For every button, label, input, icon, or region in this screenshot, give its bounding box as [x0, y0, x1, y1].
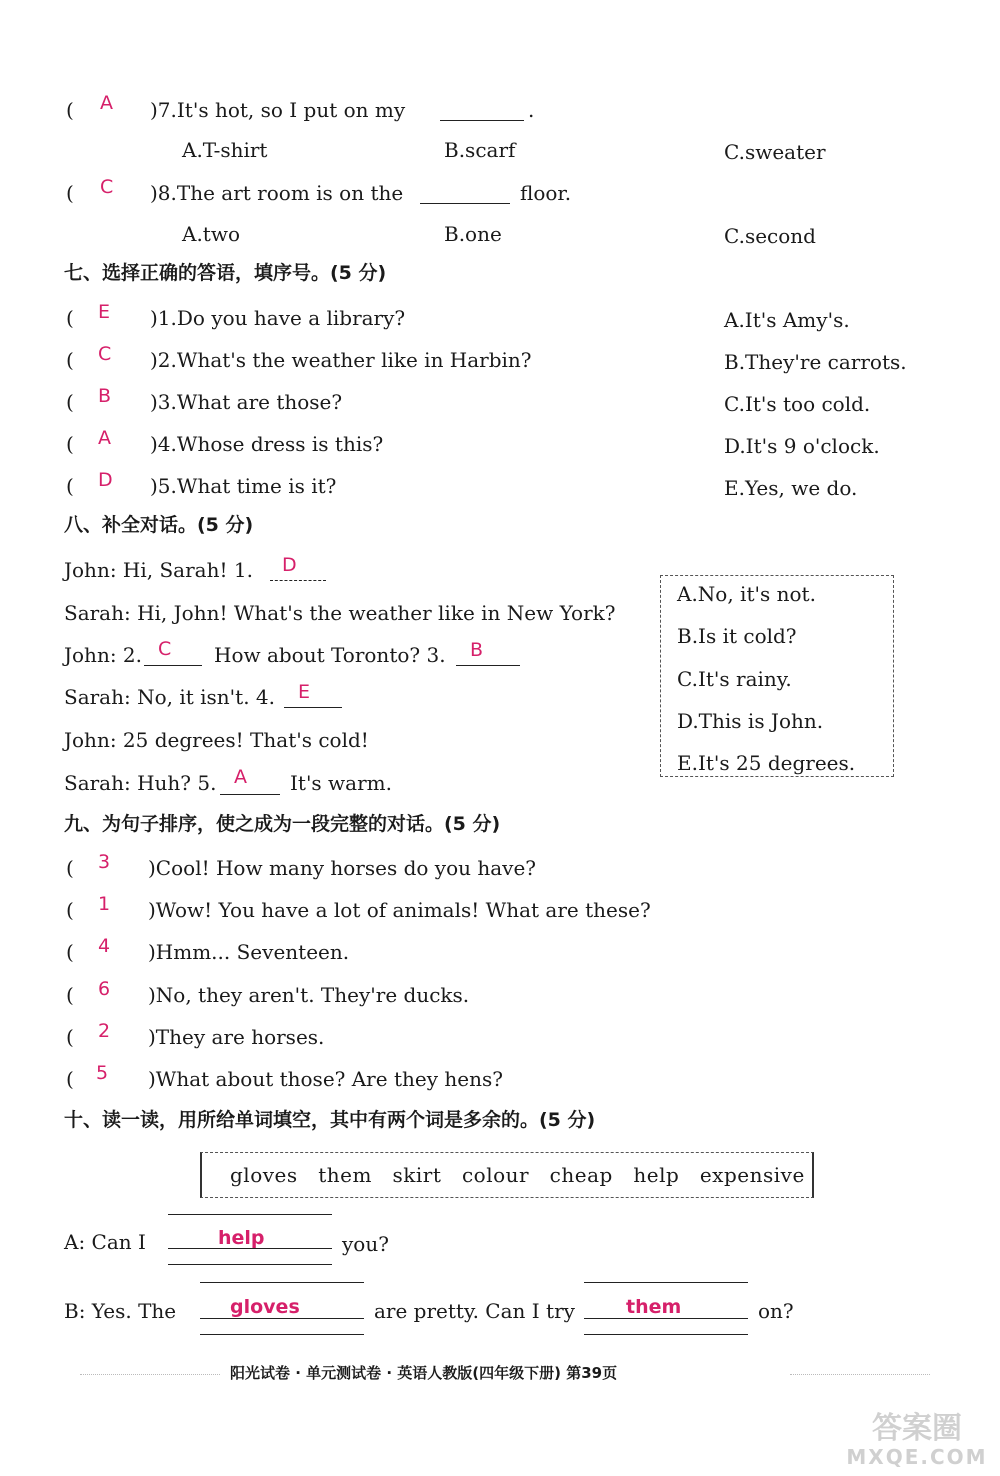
- paren: (: [66, 1067, 74, 1091]
- watermark-line2: MXQE.COM: [846, 1445, 988, 1468]
- answer-gloves[interactable]: gloves: [230, 1296, 300, 1318]
- dialog-line-3-mid: How about Toronto? 3.: [214, 643, 446, 667]
- answer-7[interactable]: A: [100, 92, 113, 114]
- s7-answer-4[interactable]: A: [98, 427, 111, 449]
- section-7-heading: 七、选择正确的答语，填序号。(5 分): [64, 262, 387, 284]
- s7-answer-3[interactable]: B: [98, 385, 112, 407]
- dialog-line-1: John: Hi, Sarah! 1.: [64, 558, 253, 582]
- s7-question-3: )3.What are those?: [150, 390, 343, 414]
- dialog-blank-2[interactable]: [144, 665, 202, 666]
- word-bank-words: gloves them skirt colour cheap help expensive: [230, 1163, 805, 1187]
- order-answer-4[interactable]: 6: [98, 978, 111, 1000]
- dialog-answer-3[interactable]: B: [470, 639, 484, 661]
- answer-8[interactable]: C: [100, 176, 114, 198]
- s7-answer-2[interactable]: C: [98, 343, 112, 365]
- watermark-logo: [842, 1404, 992, 1468]
- paren: (: [66, 432, 74, 456]
- order-answer-1[interactable]: 3: [98, 851, 111, 873]
- dialog-blank-5[interactable]: [220, 794, 280, 795]
- answer-them[interactable]: them: [626, 1296, 682, 1318]
- blank-a-lower-line: [168, 1264, 332, 1265]
- dialog-line-6-post: It's warm.: [290, 771, 392, 795]
- s7-question-5: )5.What time is it?: [150, 474, 337, 498]
- word-bank: [200, 1152, 814, 1198]
- blank-b2-upper-line: [584, 1282, 748, 1283]
- q8-option-c: C.second: [724, 224, 816, 248]
- s7-option-b: B.They're carrots.: [724, 350, 907, 374]
- answer-help[interactable]: help: [218, 1227, 265, 1249]
- blank-a-upper-line: [168, 1214, 332, 1215]
- order-answer-5[interactable]: 2: [98, 1020, 111, 1042]
- q7-option-a: A.T-shirt: [182, 138, 268, 162]
- dialog-option-c: C.It's rainy.: [677, 667, 792, 691]
- blank-8[interactable]: [420, 203, 510, 204]
- line-b-mid: are pretty. Can I try: [374, 1299, 575, 1323]
- blank-b1[interactable]: [200, 1318, 364, 1319]
- order-answer-3[interactable]: 4: [98, 935, 111, 957]
- section-9-heading: 九、为句子排序，使之成为一段完整的对话。(5 分): [64, 813, 501, 835]
- paren: (: [66, 856, 74, 880]
- paren: (: [66, 474, 74, 498]
- line-a-suffix: you?: [342, 1232, 389, 1256]
- line-b-prefix: B: Yes. The: [64, 1299, 177, 1323]
- s7-answer-5[interactable]: D: [98, 469, 113, 491]
- s7-question-2: )2.What's the weather like in Harbin?: [150, 348, 532, 372]
- q8-option-b: B.one: [444, 222, 502, 246]
- dialog-answer-5[interactable]: A: [234, 766, 247, 788]
- question-8-after: floor.: [520, 181, 572, 205]
- dialog-blank-3[interactable]: [456, 665, 520, 666]
- footer-left-rule: [80, 1374, 220, 1375]
- question-8: )8.The art room is on the: [150, 181, 404, 205]
- paren: (: [66, 181, 74, 205]
- dialog-line-4: Sarah: No, it isn't. 4.: [64, 685, 276, 709]
- dialog-line-5: John: 25 degrees! That's cold!: [64, 728, 369, 752]
- paren: (: [66, 348, 74, 372]
- blank-b2-lower-line: [584, 1334, 748, 1335]
- dialog-answer-2[interactable]: C: [158, 638, 172, 660]
- order-answer-6[interactable]: 5: [96, 1062, 109, 1084]
- dialog-line-3: John: 2.: [64, 643, 142, 667]
- line-b-suffix: on?: [758, 1299, 794, 1323]
- s7-option-e: E.Yes, we do.: [724, 476, 858, 500]
- s7-option-a: A.It's Amy's.: [724, 308, 850, 332]
- period: .: [528, 98, 535, 122]
- s7-option-c: C.It's too cold.: [724, 392, 871, 416]
- paren: (: [66, 98, 74, 122]
- q7-option-c: C.sweater: [724, 140, 826, 164]
- blank-b1-upper-line: [200, 1282, 364, 1283]
- s7-question-1: )1.Do you have a library?: [150, 306, 406, 330]
- dialog-option-a: A.No, it's not.: [677, 582, 816, 606]
- paren: (: [66, 983, 74, 1007]
- q7-option-b: B.scarf: [444, 138, 516, 162]
- blank-b1-lower-line: [200, 1334, 364, 1335]
- s7-answer-1[interactable]: E: [98, 301, 111, 323]
- watermark-line1: 答案圈: [872, 1411, 962, 1446]
- blank-7[interactable]: [440, 120, 524, 121]
- order-sentence-4: )No, they aren't. They're ducks.: [148, 983, 470, 1007]
- dialog-line-2: Sarah: Hi, John! What's the weather like in New York?: [64, 601, 616, 625]
- dialog-line-6: Sarah: Huh? 5.: [64, 771, 217, 795]
- blank-b2[interactable]: [584, 1318, 748, 1319]
- blank-a[interactable]: [168, 1248, 332, 1249]
- section-8-heading: 八、补全对话。(5 分): [64, 514, 254, 536]
- section-10-heading: 十、读一读，用所给单词填空，其中有两个词是多余的。(5 分): [64, 1109, 596, 1131]
- s7-question-4: )4.Whose dress is this?: [150, 432, 384, 456]
- paren: (: [66, 390, 74, 414]
- dialog-blank-1[interactable]: [270, 580, 326, 581]
- dialog-option-b: B.Is it cold?: [677, 624, 797, 648]
- paren: (: [66, 898, 74, 922]
- order-sentence-5: )They are horses.: [148, 1025, 325, 1049]
- order-sentence-2: )Wow! You have a lot of animals! What are these?: [148, 898, 651, 922]
- footer-right-rule: [790, 1374, 930, 1375]
- dialog-options-box: [660, 575, 894, 777]
- dialog-option-e: E.It's 25 degrees.: [677, 751, 856, 775]
- line-a-prefix: A: Can I: [64, 1230, 146, 1254]
- dialog-option-d: D.This is John.: [677, 709, 824, 733]
- paren: (: [66, 1025, 74, 1049]
- q8-option-a: A.two: [182, 222, 240, 246]
- dialog-blank-4[interactable]: [284, 707, 342, 708]
- page-footer: 阳光试卷 · 单元测试卷 · 英语人教版(四年级下册) 第39页: [230, 1364, 618, 1382]
- dialog-answer-4[interactable]: E: [298, 681, 311, 703]
- paren: (: [66, 306, 74, 330]
- paren: (: [66, 940, 74, 964]
- order-sentence-3: )Hmm... Seventeen.: [148, 940, 350, 964]
- question-7: )7.It's hot, so I put on my: [150, 98, 406, 122]
- dialog-answer-1[interactable]: D: [282, 554, 297, 576]
- order-sentence-6: )What about those? Are they hens?: [148, 1067, 503, 1091]
- order-sentence-1: )Cool! How many horses do you have?: [148, 856, 537, 880]
- order-answer-2[interactable]: 1: [98, 893, 111, 915]
- s7-option-d: D.It's 9 o'clock.: [724, 434, 880, 458]
